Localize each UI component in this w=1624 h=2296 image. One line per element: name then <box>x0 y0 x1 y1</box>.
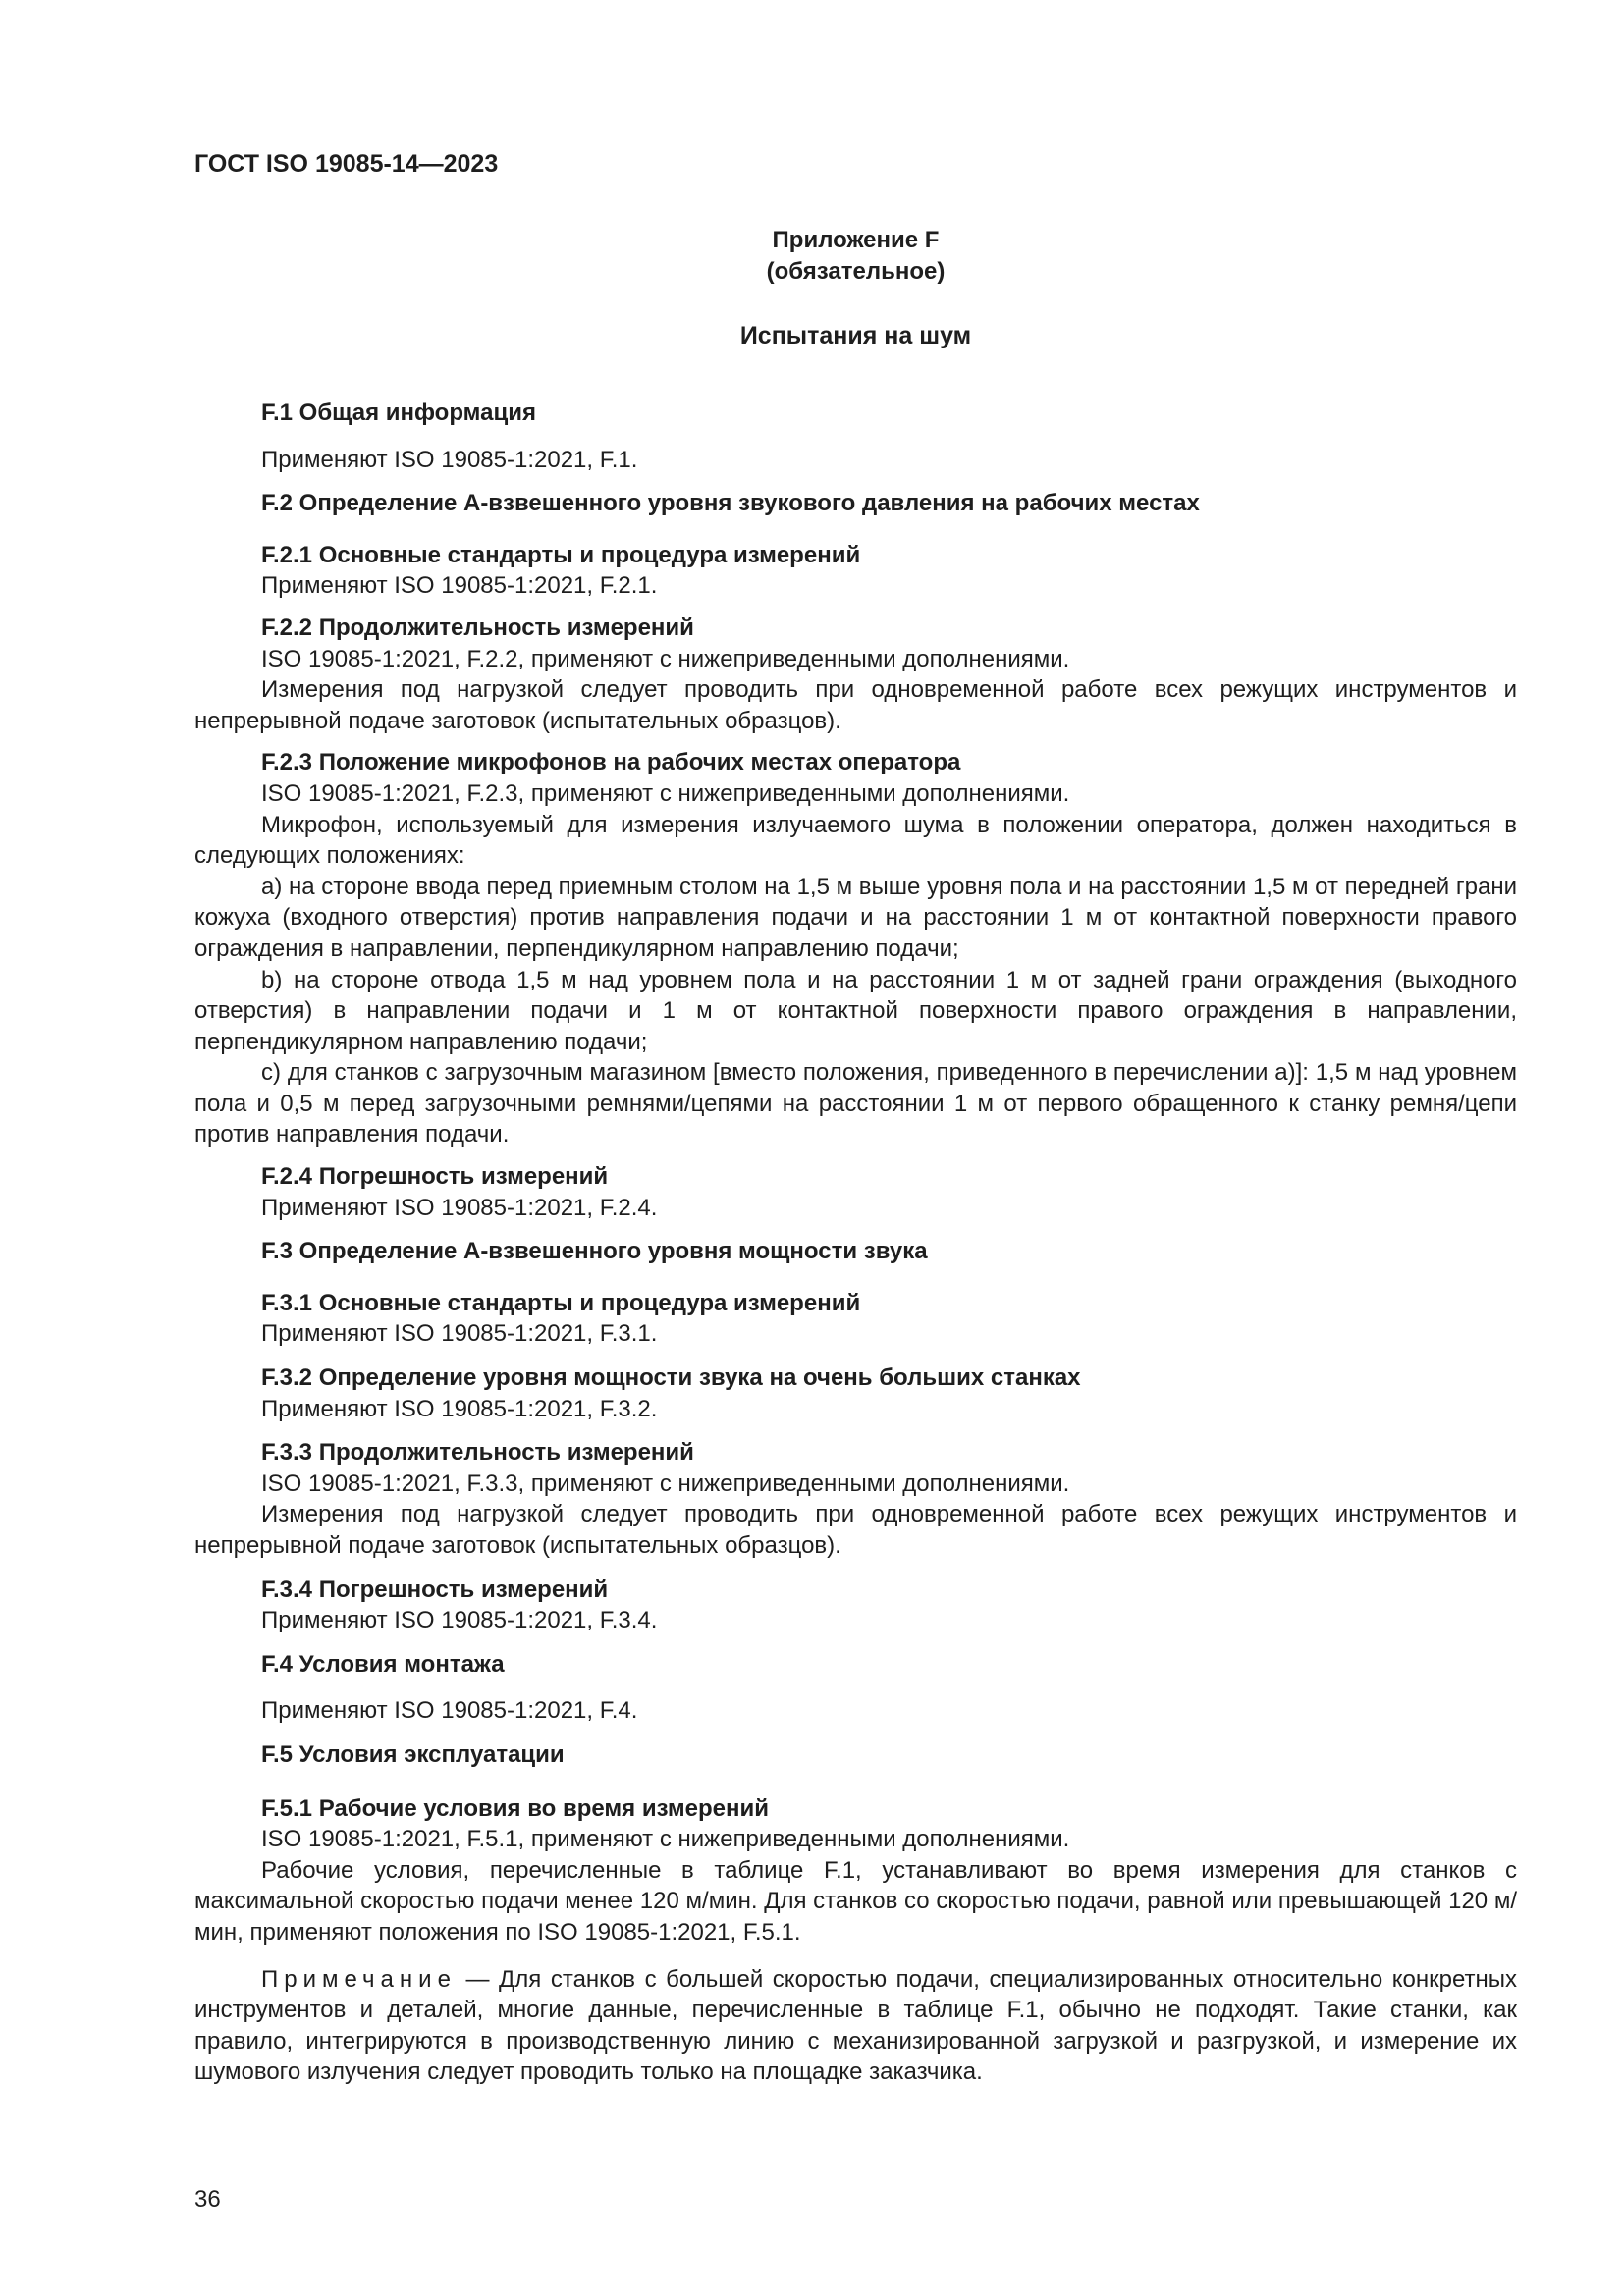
annex-status: (обязательное) <box>766 258 946 285</box>
note-paragraph <box>194 1964 1517 2088</box>
section-heading-f21: F.2.1 Основные стандарты и процедура измерений <box>261 541 861 568</box>
section-heading-f2: F.2 Определение А-взвешенного уровня звукового давления на рабочих местах <box>261 490 1200 517</box>
section-heading-f51: F.5.1 Рабочие условия во время измерений <box>261 1794 770 1822</box>
note-text: — Для станков с большей скоростью подачи, специализированных относительно конкретных инструментов и деталей, многие данные, перечисленные в таблице F.1, обычно не подходят. Такие станки, как правило, интегрируются в производственную линию с механизированной загрузкой и разгрузкой, и измерение их шумового излучения следует проводить только на площадке заказчика. <box>194 1965 1517 2086</box>
annex-label: Приложение F <box>772 227 940 253</box>
paragraph: Применяют ISO 19085-1:2021, F.2.4. <box>261 1194 658 1221</box>
paragraph: Применяют ISO 19085-1:2021, F.1. <box>261 446 638 473</box>
paragraph: Применяют ISO 19085-1:2021, F.3.1. <box>261 1320 658 1348</box>
document-code: ГОСТ ISO 19085-14—2023 <box>194 150 499 178</box>
paragraph: Применяют ISO 19085-1:2021, F.3.4. <box>261 1607 658 1634</box>
section-heading-f23: F.2.3 Положение микрофонов на рабочих местах оператора <box>261 749 961 776</box>
section-heading-f31: F.3.1 Основные стандарты и процедура измерений <box>261 1289 861 1316</box>
section-heading-f3: F.3 Определение А-взвешенного уровня мощности звука <box>261 1238 928 1265</box>
section-heading-f22: F.2.2 Продолжительность измерений <box>261 614 694 641</box>
section-heading-f32: F.3.2 Определение уровня мощности звука на очень больших станках <box>261 1364 1081 1392</box>
paragraph: Рабочие условия, перечисленные в таблице F.1, устанавливают во время измерения для станков с максимальной скоростью подачи менее 120 м/мин. Для станков со скоростью подачи, равной или превышающей 120 м/мин, применяют положения по ISO 19085-1:2021, F.5.1. <box>194 1856 1517 1946</box>
paragraph: ISO 19085-1:2021, F.3.3, применяют с нижеприведенными дополнениями. <box>261 1469 1070 1497</box>
list-item-c: с) для станков с загрузочным магазином [вместо положения, приведенного в перечислении а)]: 1,5 м над уровнем пола и 0,5 м перед загрузочными ремнями/цепями на расстоянии 1 м от первого обращенного к станку ремня/цепи против направления подачи. <box>194 1059 1517 1148</box>
paragraph: Микрофон, используемый для измерения излучаемого шума в положении оператора, должен находиться в следующих положениях: <box>194 811 1517 870</box>
document-body <box>194 398 1517 2088</box>
note-label: Примечание <box>261 1965 457 1993</box>
section-heading-f5: F.5 Условия эксплуатации <box>261 1740 565 1768</box>
paragraph: ISO 19085-1:2021, F.2.2, применяют с нижеприведенными дополнениями. <box>261 645 1070 672</box>
paragraph: ISO 19085-1:2021, F.5.1, применяют с нижеприведенными дополнениями. <box>261 1826 1070 1853</box>
section-heading-f34: F.3.4 Погрешность измерений <box>261 1575 609 1603</box>
paragraph: ISO 19085-1:2021, F.2.3, применяют с нижеприведенными дополнениями. <box>261 779 1070 807</box>
section-heading-f4: F.4 Условия монтажа <box>261 1650 505 1678</box>
page-number: 36 <box>194 2186 221 2213</box>
list-item-a: а) на стороне ввода перед приемным столом на 1,5 м выше уровня пола и на расстоянии 1,5 м от передней грани кожуха (входного отверстия) против направления подачи и на расстоянии 1 м от контактной поверхности правого ограждения в направлении, перпендикулярном направлению подачи; <box>194 873 1517 962</box>
paragraph: Измерения под нагрузкой следует проводить при одновременной работе всех режущих инструментов и непрерывной подаче заготовок (испытательных образцов). <box>194 1501 1517 1559</box>
annex-heading <box>194 225 1517 288</box>
annex-title: Испытания на шум <box>739 322 972 349</box>
section-heading-f1: F.1 Общая информация <box>261 400 536 426</box>
paragraph: Применяют ISO 19085-1:2021, F.2.1. <box>261 572 658 600</box>
paragraph: Измерения под нагрузкой следует проводить при одновременной работе всех режущих инструментов и непрерывной подаче заготовок (испытательных образцов). <box>194 676 1517 734</box>
paragraph: Применяют ISO 19085-1:2021, F.4. <box>261 1697 638 1725</box>
list-item-b: b) на стороне отвода 1,5 м над уровнем пола и на расстоянии 1 м от задней грани ограждения (выходного отверстия) в направлении подачи и 1 м от контактной поверхности правого ограждения в направлении, перпендикулярном направлению подачи; <box>194 966 1517 1055</box>
section-heading-f33: F.3.3 Продолжительность измерений <box>261 1439 694 1467</box>
section-heading-f24: F.2.4 Погрешность измерений <box>261 1163 609 1191</box>
paragraph: Применяют ISO 19085-1:2021, F.3.2. <box>261 1395 658 1422</box>
